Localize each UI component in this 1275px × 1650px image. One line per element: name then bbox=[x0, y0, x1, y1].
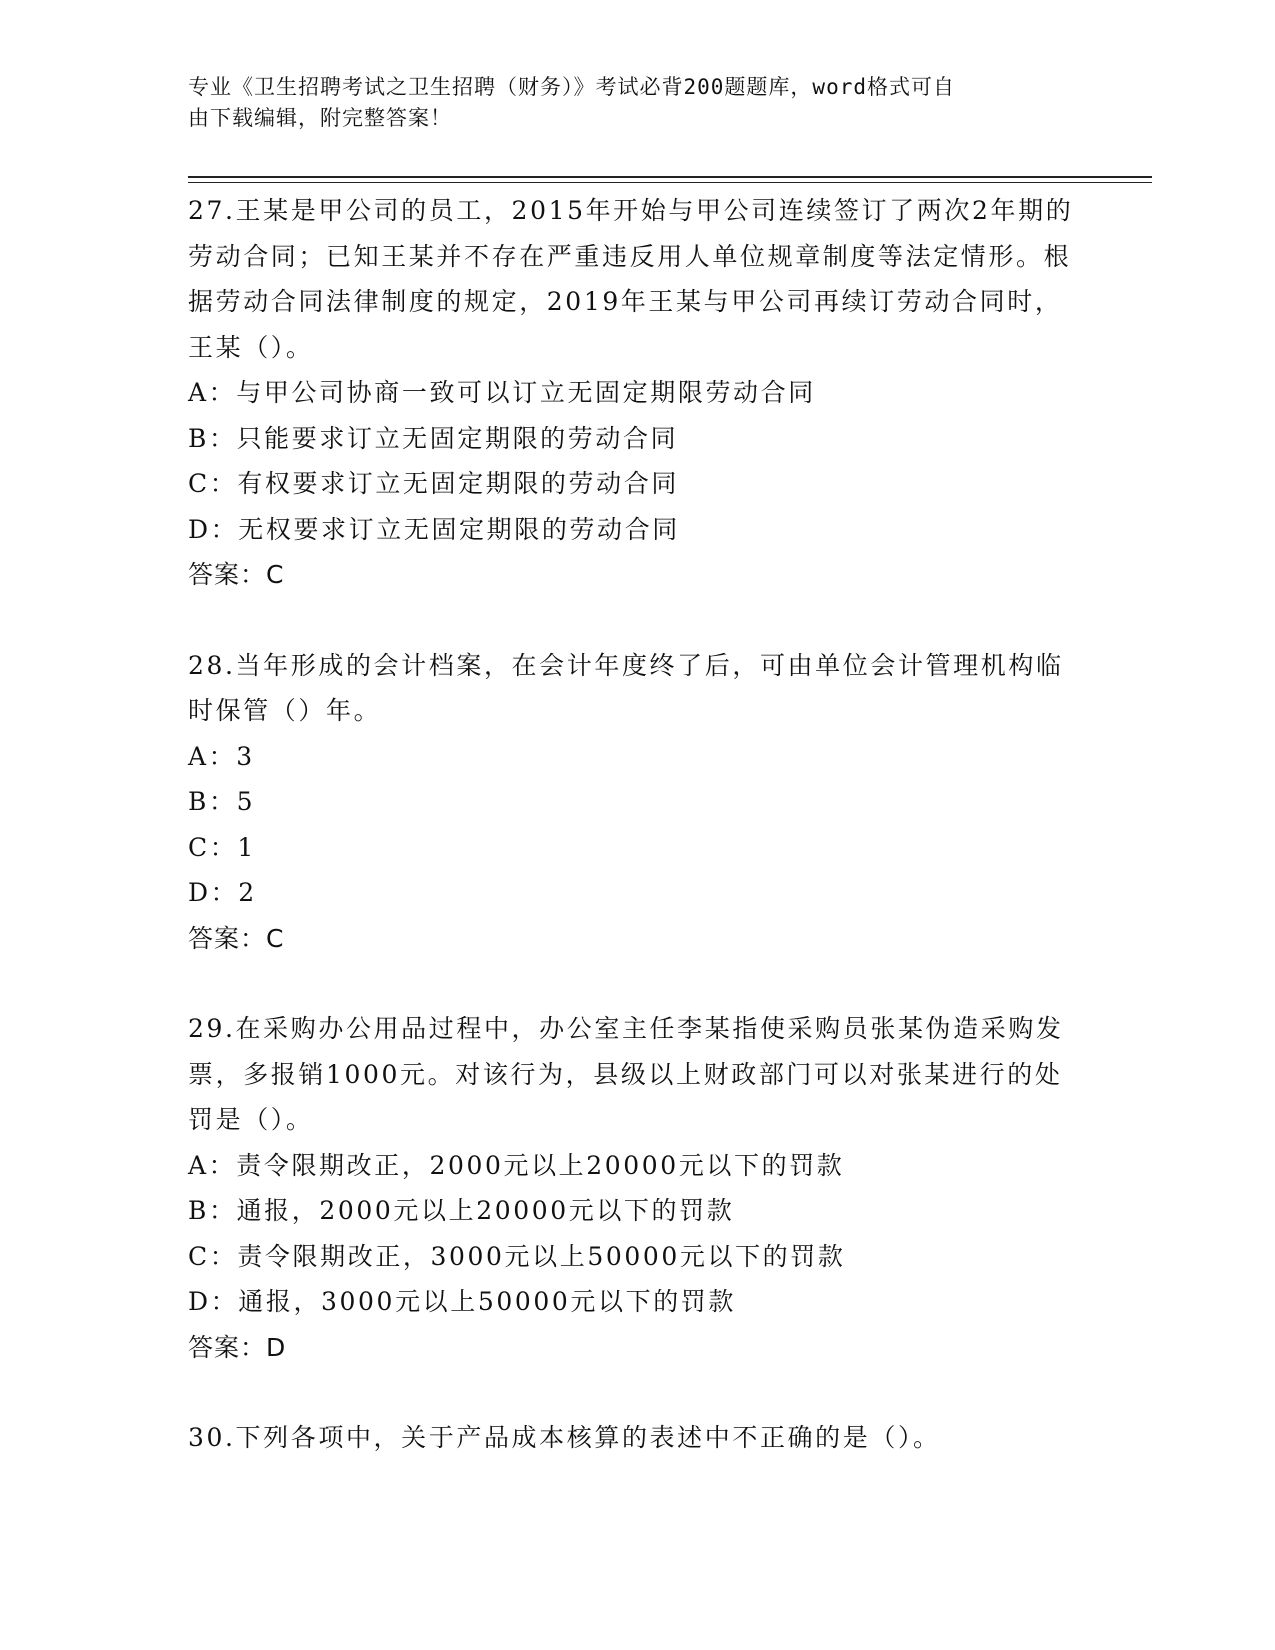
question-stem: 29.在采购办公用品过程中，办公室主任李某指使采购员张某伪造采购发票，多报销1000元。对该行为，县级以上财政部门可以对张某进行的处罚是（）。 bbox=[188, 1014, 1064, 1134]
question-28 bbox=[188, 643, 1088, 962]
option-d: D：通报，3000元以上50000元以下的罚款 bbox=[188, 1287, 736, 1316]
option-c: C：1 bbox=[188, 832, 256, 862]
option-d: D：无权要求订立无固定期限的劳动合同 bbox=[188, 514, 680, 544]
question-stem: 28.当年形成的会计档案，在会计年度终了后，可由单位会计管理机构临时保管（）年。 bbox=[188, 650, 1064, 725]
option-a: A：3 bbox=[188, 741, 255, 771]
option-b: B：通报，2000元以上20000元以下的罚款 bbox=[188, 1196, 735, 1225]
option-d: D：2 bbox=[188, 878, 257, 907]
question-stem: 30.下列各项中，关于产品成本核算的表述中不正确的是（）。 bbox=[188, 1423, 941, 1452]
question-29 bbox=[188, 1006, 1088, 1370]
header-line-2: 由下载编辑，附完整答案！ bbox=[188, 106, 452, 130]
document-header bbox=[188, 72, 1068, 134]
header-divider-thin bbox=[188, 182, 1152, 183]
question-27 bbox=[188, 188, 1088, 598]
question-list bbox=[188, 188, 1088, 1506]
answer: 答案：C bbox=[188, 923, 285, 953]
answer: 答案：D bbox=[188, 1332, 287, 1362]
header-line-1: 专业《卫生招聘考试之卫生招聘（财务）》考试必背200题题库，word格式可自 bbox=[188, 75, 955, 99]
option-a: A：与甲公司协商一致可以订立无固定期限劳动合同 bbox=[188, 378, 816, 407]
option-b: B：只能要求订立无固定期限的劳动合同 bbox=[188, 423, 679, 453]
answer: 答案：C bbox=[188, 560, 285, 589]
question-30 bbox=[188, 1415, 1088, 1461]
option-c: C：责令限期改正，3000元以上50000元以下的罚款 bbox=[188, 1241, 846, 1271]
option-a: A：责令限期改正，2000元以上20000元以下的罚款 bbox=[188, 1150, 845, 1180]
option-c: C：有权要求订立无固定期限的劳动合同 bbox=[188, 469, 679, 498]
question-stem: 27.王某是甲公司的员工，2015年开始与甲公司连续签订了两次2年期的劳动合同；已知王某并不存在严重违反用人单位规章制度等法定情形。根据劳动合同法律制度的规定，2019年王某与甲公司再续订劳动合同时，王某（）。 bbox=[188, 196, 1074, 362]
header-divider-thick bbox=[188, 176, 1152, 178]
option-b: B：5 bbox=[188, 787, 256, 816]
